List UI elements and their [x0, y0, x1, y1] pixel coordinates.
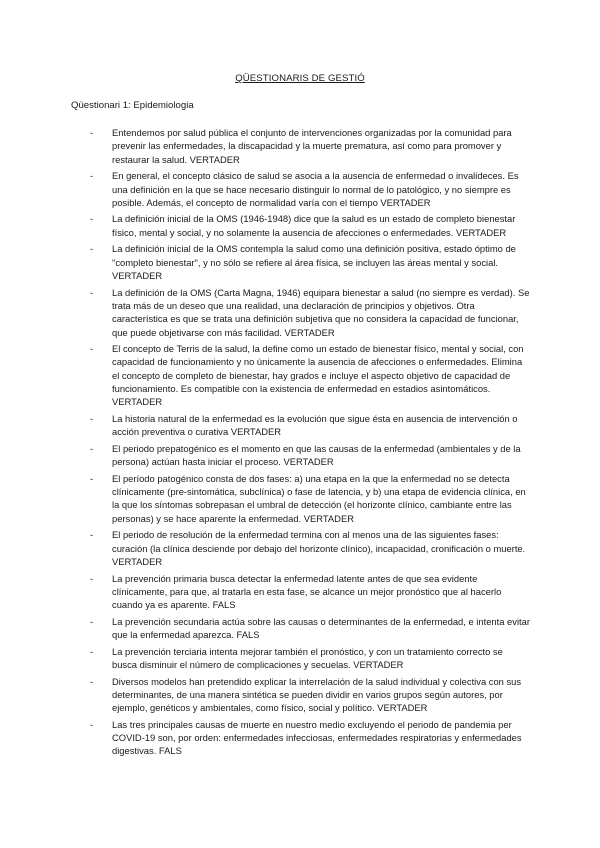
bullet-dash: - [90, 572, 94, 584]
question-text: La prevención terciaria intenta mejorar también el pronóstico, y con un tratamiento correcto se busca disminuir el número de complicaciones y secuelas. VERTADER [112, 645, 503, 670]
question-text: Diversos modelos han pretendido explicar la interrelación de la salud individual y colectiva con sus determinantes, de una manera sintética se pueden dividir en varios grupos según autores, por ejemplo, genéticos y ambientales, como físico, social y político. VERTADER [112, 675, 522, 714]
list-item [0, 472, 600, 525]
list-item [0, 442, 600, 469]
list-item [0, 286, 600, 339]
list-item [0, 412, 600, 439]
bullet-dash: - [90, 413, 94, 424]
list-item [0, 645, 600, 672]
list-item [0, 675, 600, 715]
list-item [0, 528, 600, 568]
question-text: El periodo de resolución de la enfermedad termina con al menos una de las siguientes fases: curación (la clínica desciende por debajo del horizonte clínico), incapacidad, cronificación o muerte. VERTADER [112, 529, 526, 567]
question-text: Las tres principales causas de muerte en nuestro medio excluyendo el periodo de pandemia per COVID-19 son, por orden: enfermedades infecciosas, enfermedades respiratorias y enfermedades digestivas. FALS [112, 718, 522, 757]
question-text: La prevención secundaria actúa sobre las causas o determinantes de la enfermedad, e intenta evitar que la enfermedad aparezca. FALS [112, 615, 530, 641]
question-text: La definición inicial de la OMS contempla la salud como una definición positiva, estado óptimo de "completo bienestar", y no sólo se refiere al área física, se incluyen las áreas mental y social. VERTADER [112, 243, 516, 281]
question-list [0, 126, 600, 761]
question-text: La historia natural de la enfermedad es la evolución que sigue ésta en ausencia de intervención o acción preventiva o curativa VERTADER [112, 413, 518, 438]
bullet-dash: - [90, 645, 94, 657]
question-text: En general, el concepto clásico de salud se asocia a la ausencia de enfermedad o invalideces. Es una definición en la que se hace necesario distinguir lo normal de lo patológico, y no siempre es posible. Además, el concepto de normalidad varía con el tiempo VERTADER [112, 170, 519, 208]
bullet-dash: - [90, 675, 94, 687]
question-text: El periodo prepatogénico es el momento en que las causas de la enfermedad (ambientales y de la persona) actúan hasta iniciar el proceso. VERTADER [112, 442, 521, 468]
question-text: El concepto de Terris de la salud, la define como un estado de bienestar físico, mental y social, con capacidad de funcionamiento y no únicamente la ausencia de afecciones o enfermedades. Elimina el concepto de completo de bienestar, hay grados e incluye el aspecto objetivo de capacidad de funcionamiento. Es compatible con la existencia de enfermedad en estadios asintomáticos. VERTADER [112, 343, 524, 408]
section-title: Qüestionari 1: Epidemiologia [71, 100, 194, 111]
bullet-dash: - [90, 343, 94, 355]
bullet-dash: - [90, 170, 94, 182]
question-text: La definición inicial de la OMS (1946-1948) dice que la salud es un estado de completo bienestar físico, mental y social, y no solamente la ausencia de afecciones o enfermedades. VERTADER [112, 213, 516, 238]
question-text: Entendemos por salud pública el conjunto de intervenciones organizadas por la comunidad para prevenir las enfermedades, la discapacidad y la muerte prematura, así como para promover y restaurar la salud. VERTADER [112, 127, 512, 165]
bullet-dash: - [90, 442, 94, 454]
bullet-dash: - [90, 213, 94, 225]
bullet-dash: - [90, 472, 94, 484]
bullet-dash: - [90, 615, 94, 627]
list-item [0, 718, 600, 758]
question-text: La prevención primaria busca detectar la enfermedad latente antes de que sea evidente clínicamente, para que, al tratarla en esta fase, se alcance un mejor pronóstico que al hacerlo cuando ya es aparente. FALS [112, 572, 502, 611]
bullet-dash: - [90, 718, 94, 730]
list-item [0, 342, 600, 409]
bullet-dash: - [90, 529, 94, 541]
question-text: El período patogénico consta de dos fases: a) una etapa en la que la enfermedad no se detecta clínicamente (pre-sintomática, subclínica) o fase de latencia, y b) una etapa de evidencia clínica, en la que los síntomas sobrepasan el umbral de detección (el horizonte clínico, cambiante entre las personas) y se hace aparente la enfermedad. VERTADER [112, 472, 526, 524]
list-item [0, 242, 600, 282]
document-title: QÜESTIONARIS DE GESTIÓ [235, 73, 365, 84]
bullet-dash: - [90, 127, 94, 138]
list-item [0, 169, 600, 209]
question-text: La definición de la OMS (Carta Magna, 1946) equipara bienestar a salud (no siempre es verdad). Se trata más de un deseo que una realidad, una declaración de principios y objetivos. Otra característica es que se trata una definición subjetiva que no considera la capacidad de funcionar, que puede objetivarse con más facilidad. VERTADER [112, 286, 530, 338]
bullet-dash: - [90, 243, 94, 255]
list-item [0, 212, 600, 239]
list-item [0, 572, 600, 612]
list-item [0, 126, 600, 166]
bullet-dash: - [90, 286, 94, 298]
list-item [0, 615, 600, 642]
